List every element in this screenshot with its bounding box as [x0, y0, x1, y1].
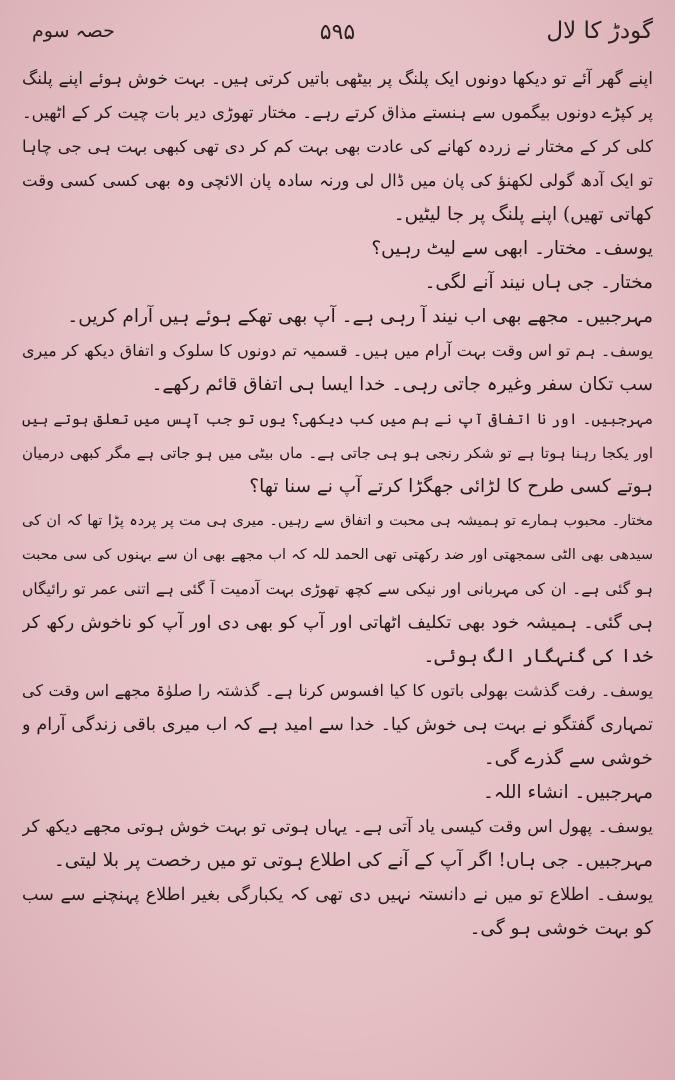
text-line: کو بہت خوشی ہو گی۔	[469, 918, 653, 939]
text-line: سیدھی بھی الٹی سمجھتی اور ضد رکھتی تھی الحمد للہ کہ اب مجھے بھی ان سے بہنوں کی سی محبت	[22, 547, 653, 563]
text-line: خوشی سے گذرے گی۔	[483, 748, 653, 769]
text-line: کلی کر کے مختار نے زردہ کھانے کی عادت بھی بہت کم کر دی تھی کبھی بہت ہی جی چاہا	[22, 137, 653, 156]
text-line: مہرجبیں۔ اور نا اتفاقی آپ نے ہم میں کب دیکھی؟ یوں تو جب آپس میں تعلق ہوتے ہیں	[22, 410, 653, 428]
text-line: کھاتی تھیں) اپنے پلنگ پر جا لیٹیں۔	[393, 204, 653, 225]
text-line: مہرجبیں۔ انشاء اللہ۔	[483, 782, 653, 803]
text-line: پر کپڑے دونوں بیگموں سے ہنستے مذاق کرتے رہے۔ مختار تھوڑی دیر بات چیت کر کے اٹھیں۔	[22, 103, 653, 122]
text-line: خدا کی گنہگار الگ ہوئی۔	[423, 646, 653, 667]
body-text	[22, 62, 653, 946]
text-line: مختار۔ محبوب ہمارے تو ہمیشہ ہی محبت و اتفاق سے رہیں۔ میری ہی مت پر پردہ پڑا تھا کہ ان کی	[22, 513, 653, 529]
text-line: ہی گئی۔ ہمیشہ خود بھی تکلیف اٹھاتی اور آپ کو بھی دی اور آپ کو ناخوش رکھ کر	[22, 613, 653, 633]
text-line: یوسف۔ اطلاع تو میں نے دانستہ نہیں دی تھی کہ یکبارگی بغیر اطلاع پہنچنے سے سب	[22, 885, 653, 905]
text-line: یوسف۔ رفت گذشت بھولی باتوں کا کیا افسوس کرنا ہے۔ گذشتہ را صلوٰۃ مجھے اس وقت کی	[22, 681, 653, 700]
text-line: مہرجبیں۔ جی ہاں! اگر آپ کے آنے کی اطلاع ہوتی تو میں رخصت پر بلا لیتی۔	[53, 850, 653, 871]
text-line: یوسف۔ پھول اس وقت کیسی یاد آتی ہے۔ یہاں ہوتی تو بہت خوش ہوتی مجھے دیکھ کر	[22, 817, 653, 837]
page-header	[22, 16, 653, 56]
text-line: تو ایک آدھ گولی لکھنؤ کی پان میں ڈال لی ورنہ سادہ پان الائچی وہ بھی کسی کسی وقت	[22, 171, 653, 190]
text-line: سب تکان سفر وغیرہ جاتی رہی۔ خدا ایسا ہی اتفاق قائم رکھے۔	[151, 374, 653, 395]
text-line: مہرجبیں۔ مجھے بھی اب نیند آ رہی ہے۔ آپ بھی تھکے ہوئے ہیں آرام کریں۔	[67, 306, 653, 327]
text-line: اور یکجا رہنا ہوتا ہے تو شکر رنجی ہو ہی جاتی ہے۔ ماں بیٹی میں ہو جاتی ہے مگر کبھی درمیان	[22, 444, 653, 462]
text-line: یوسف۔ مختار۔ ابھی سے لیٹ رہیں؟	[371, 238, 653, 259]
text-line: یوسف۔ ہم تو اس وقت بہت آرام میں ہیں۔ قسمیہ تم دونوں کا سلوک و اتفاق دیکھ کر میری	[22, 341, 653, 360]
text-line: ہوتے کسی طرح کا لڑائی جھگڑا کرتے آپ نے سنا تھا؟	[249, 476, 653, 497]
text-line: مختار۔ جی ہاں نیند آنے لگی۔	[424, 272, 653, 293]
text-line: تمہاری گفتگو نے بہت ہی خوش کیا۔ خدا سے امید ہے کہ اب میری باقی زندگی آرام و	[22, 715, 653, 735]
text-line: ہو گئی ہے۔ ان کی مہربانی اور نیکی سے کچھ تھوڑی بہت آدمیت آ گئی ہے اتنی عمر تو رائیگاں	[22, 580, 653, 598]
page-number: ۵۹۵	[319, 20, 356, 45]
text-line: اپنے گھر آئے تو دیکھا دونوں ایک پلنگ پر بیٹھی باتیں کرتی ہیں۔ بہت خوش ہوئے اپنے پلنگ	[22, 69, 653, 89]
running-title: گودڑ کا لال	[546, 18, 653, 44]
part-label: حصہ سوم	[32, 20, 115, 42]
